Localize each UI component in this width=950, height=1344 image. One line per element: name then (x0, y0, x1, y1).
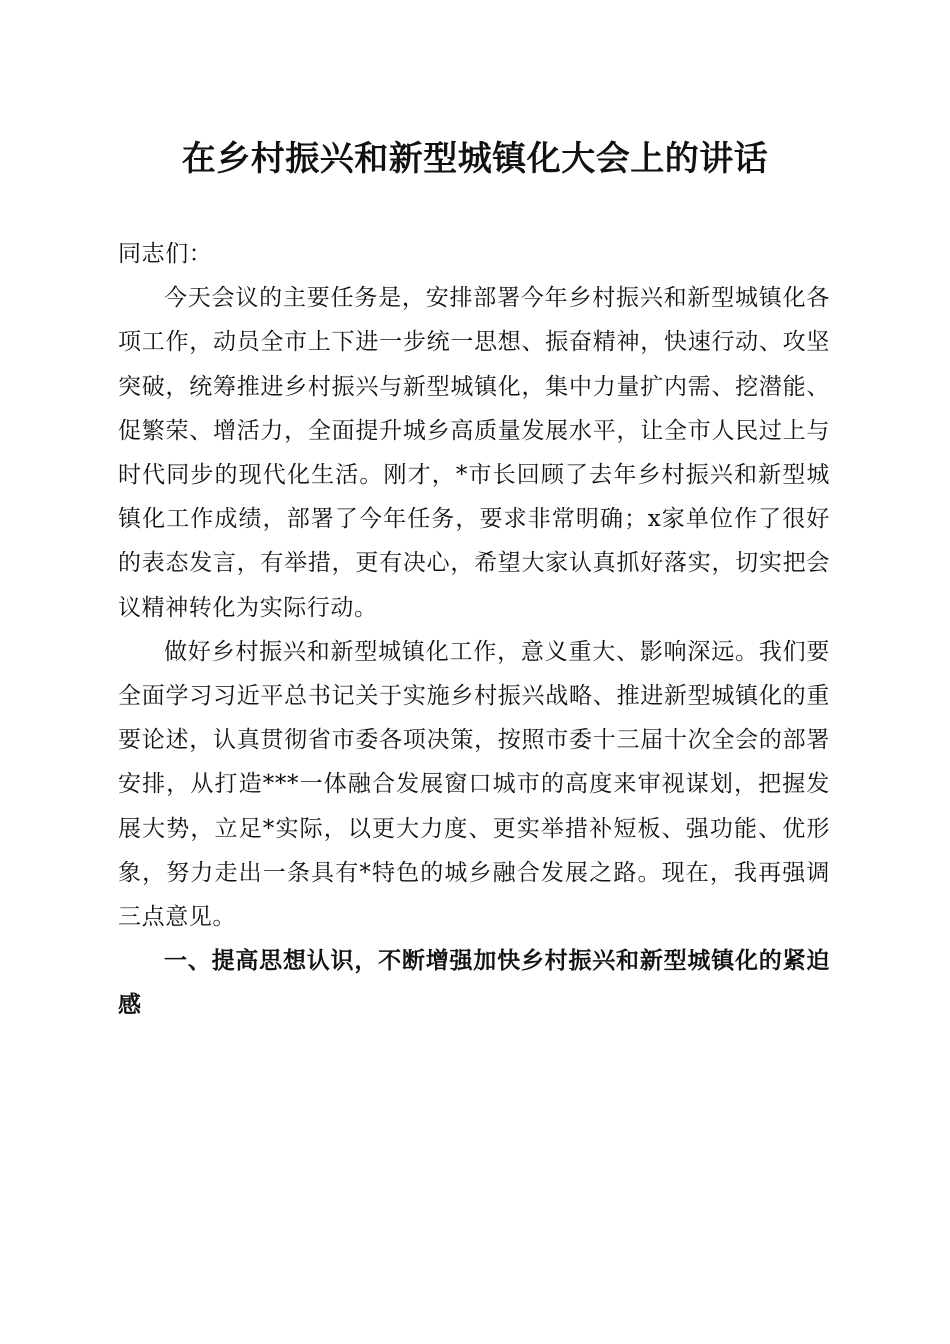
document-title: 在乡村振兴和新型城镇化大会上的讲话 (181, 139, 769, 179)
paragraph: 今天会议的主要任务是，安排部署今年乡村振兴和新型城镇化各项工作，动员全市上下进一步统一思想、振奋精神，快速行动、攻坚突破，统筹推进乡村振兴与新型城镇化，集中力量扩内需、挖潜能、促繁荣、增活力，全面提升城乡高质量发展水平，让全市人民过上与时代同步的现代化生活。刚才，*市长回顾了去年乡村振兴和新型城镇化工作成绩，部署了今年任务，要求非常明确；x家单位作了很好的表态发言，有举措，更有决心，希望大家认真抓好落实，切实把会议精神转化为实际行动。 (118, 285, 830, 621)
paragraph: 做好乡村振兴和新型城镇化工作，意义重大、影响深远。我们要全面学习习近平总书记关于实施乡村振兴战略、推进新型城镇化的重要论述，认真贯彻省市委各项决策，按照市委十三届十次全会的部署安排，从打造***一体融合发展窗口城市的高度来审视谋划，把握发展大势，立足*实际，以更大力度、更实举措补短板、强功能、优形象，努力走出一条具有*特色的城乡融合发展之路。现在，我再强调三点意见。 (118, 638, 830, 931)
section-heading: 一、提高思想认识，不断增强加快乡村振兴和新型城镇化的紧迫感 (118, 948, 830, 1019)
salutation: 同志们： (118, 241, 213, 267)
document-body (118, 232, 830, 1028)
